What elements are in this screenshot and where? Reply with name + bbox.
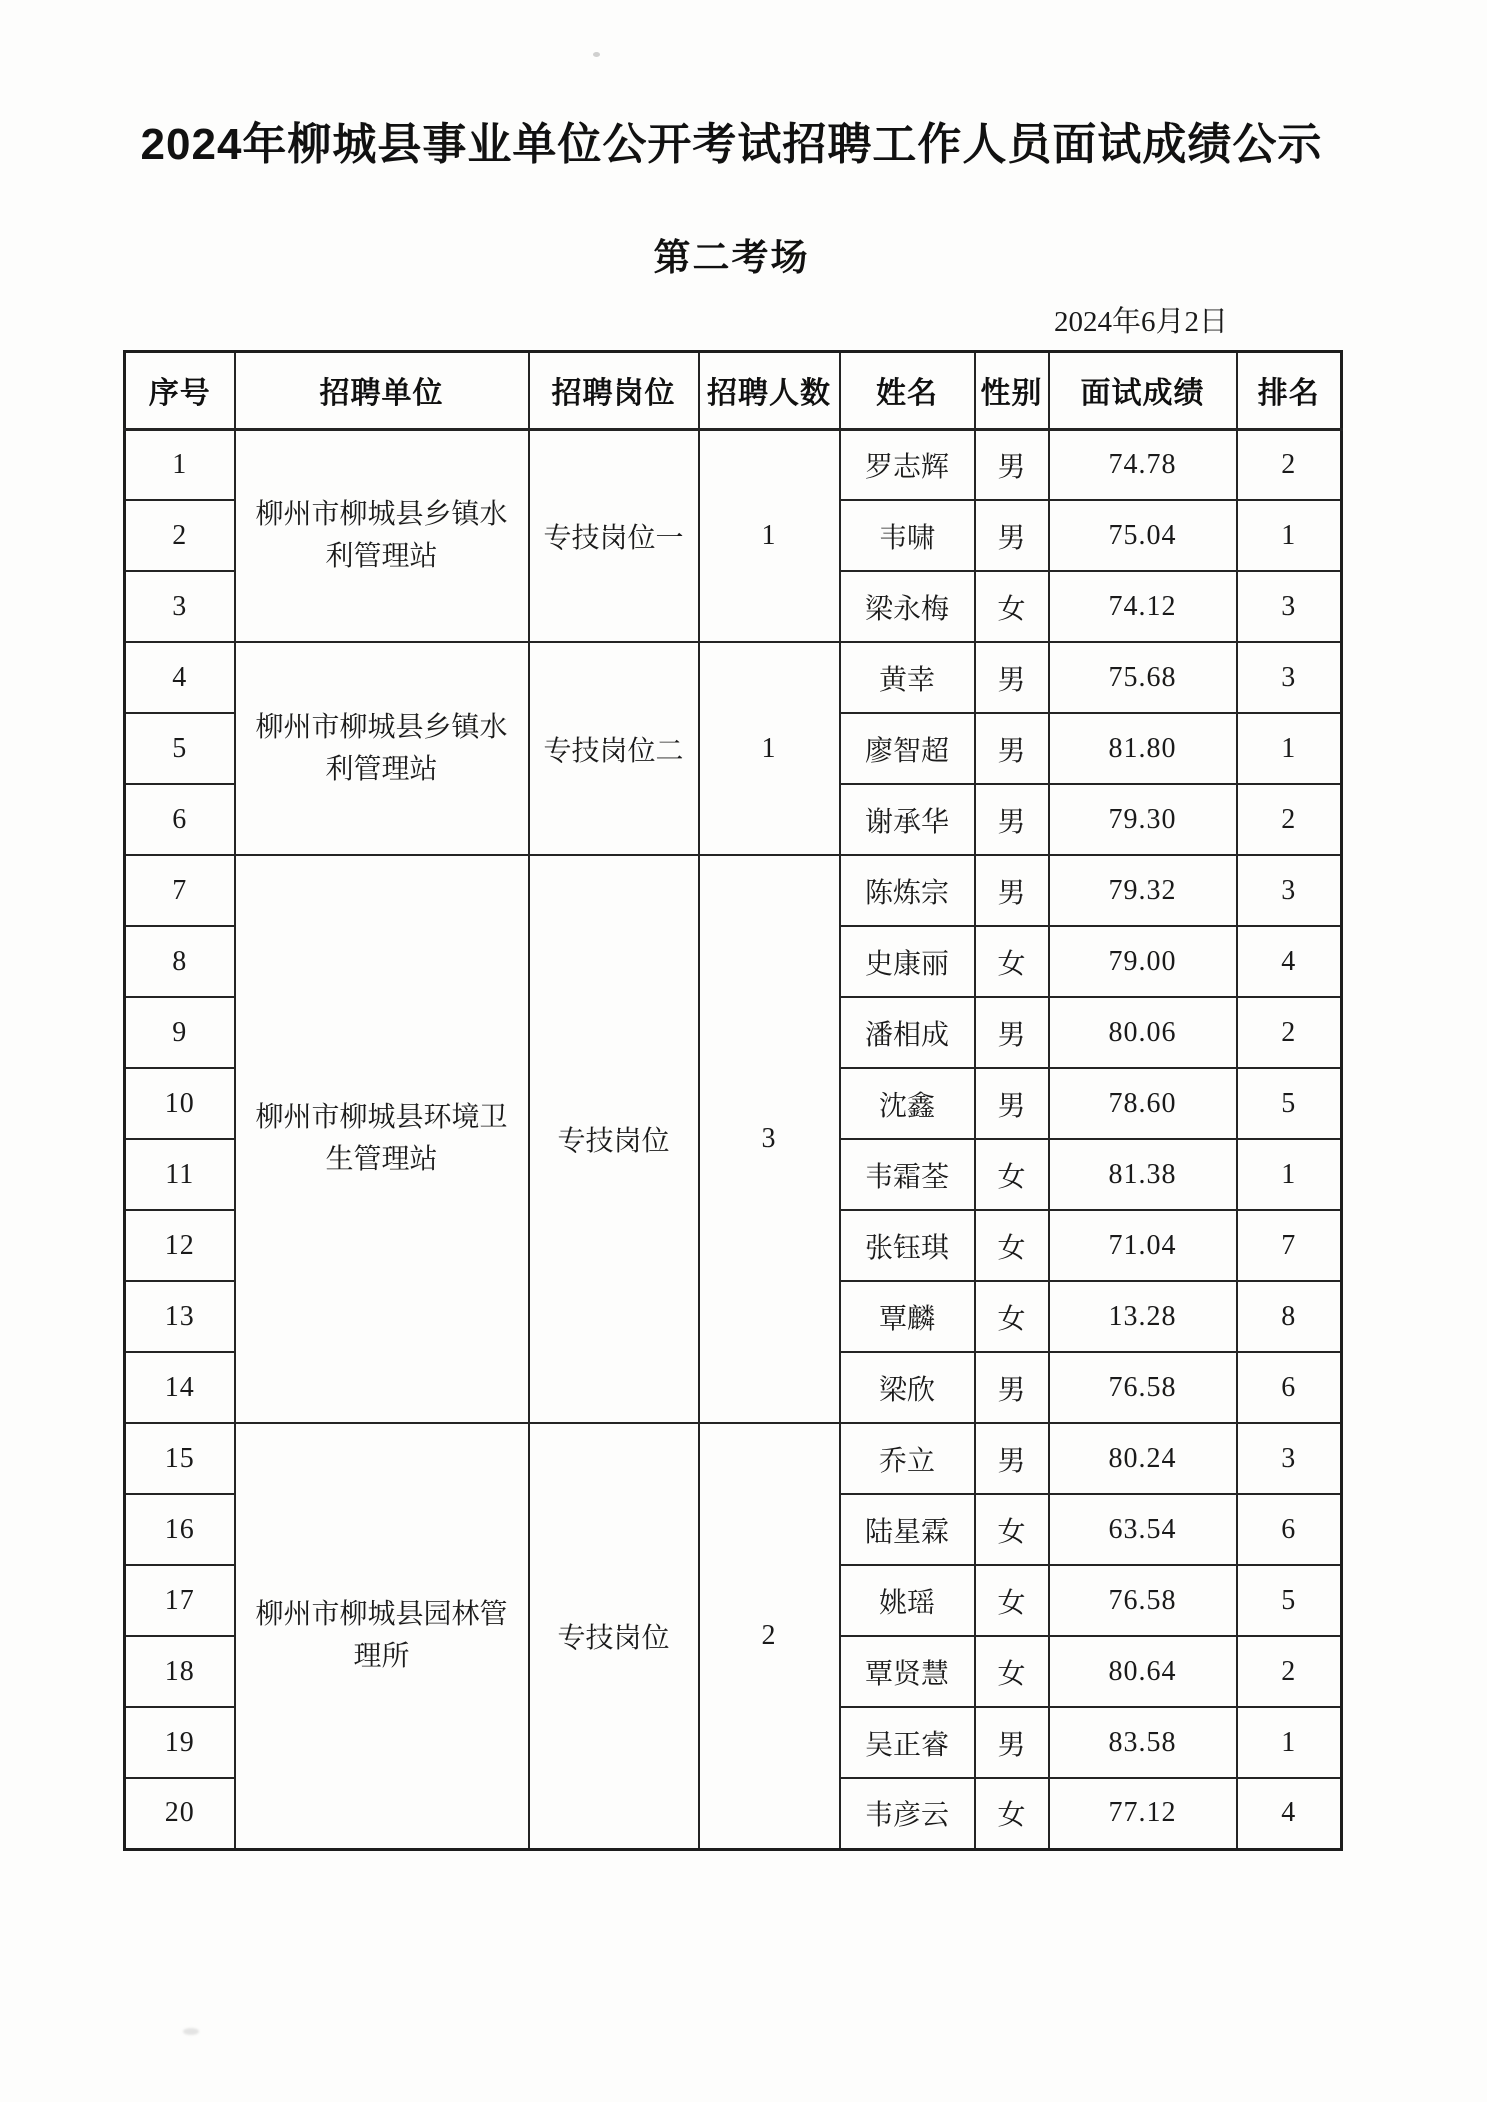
score-cell: 79.32: [1049, 855, 1237, 926]
openings-cell: 2: [699, 1423, 840, 1849]
name-cell: 张钰琪: [840, 1210, 975, 1281]
table-row: [125, 1423, 1342, 1494]
rank-cell: 1: [1237, 1707, 1342, 1778]
gender-cell: 男: [975, 713, 1049, 784]
score-cell: 77.12: [1049, 1778, 1237, 1849]
score-cell: 13.28: [1049, 1281, 1237, 1352]
name-cell: 陆星霖: [840, 1494, 975, 1565]
gender-cell: 男: [975, 1352, 1049, 1423]
rank-cell: 6: [1237, 1494, 1342, 1565]
score-cell: 79.30: [1049, 784, 1237, 855]
column-header: 排名: [1237, 351, 1342, 429]
date-label: 2024年6月2日: [1053, 305, 1228, 338]
name-cell: 史康丽: [840, 926, 975, 997]
score-cell: 80.64: [1049, 1636, 1237, 1707]
name-cell: 罗志辉: [840, 429, 975, 500]
table-row: [125, 855, 1342, 926]
score-cell: 76.58: [1049, 1565, 1237, 1636]
serial-cell: 3: [125, 571, 235, 642]
rank-cell: 2: [1237, 1636, 1342, 1707]
name-cell: 覃贤慧: [840, 1636, 975, 1707]
table-row: [125, 429, 1342, 500]
score-cell: 80.06: [1049, 997, 1237, 1068]
gender-cell: 男: [975, 855, 1049, 926]
position-cell: 专技岗位二: [529, 642, 699, 855]
gender-cell: 男: [975, 500, 1049, 571]
rank-cell: 3: [1237, 1423, 1342, 1494]
table-row: [125, 642, 1342, 713]
serial-cell: 12: [125, 1210, 235, 1281]
rank-cell: 2: [1237, 784, 1342, 855]
rank-cell: 1: [1237, 500, 1342, 571]
column-header: 招聘人数: [699, 351, 840, 429]
rank-cell: 3: [1237, 571, 1342, 642]
rank-cell: 4: [1237, 1778, 1342, 1849]
openings-cell: 1: [699, 642, 840, 855]
rank-cell: 6: [1237, 1352, 1342, 1423]
gender-cell: 女: [975, 1565, 1049, 1636]
scan-smudge: [183, 2028, 199, 2035]
column-header: 招聘岗位: [529, 351, 699, 429]
gender-cell: 女: [975, 1778, 1049, 1849]
openings-cell: 3: [699, 855, 840, 1423]
column-header: 性别: [975, 351, 1049, 429]
unit-cell: 柳州市柳城县环境卫生管理站: [235, 855, 529, 1423]
name-cell: 黄幸: [840, 642, 975, 713]
name-cell: 韦霜荃: [840, 1139, 975, 1210]
serial-cell: 6: [125, 784, 235, 855]
score-cell: 76.58: [1049, 1352, 1237, 1423]
name-cell: 谢承华: [840, 784, 975, 855]
score-cell: 83.58: [1049, 1707, 1237, 1778]
interview-scores-table: [123, 350, 1343, 1851]
position-cell: 专技岗位一: [529, 429, 699, 642]
serial-cell: 19: [125, 1707, 235, 1778]
name-cell: 覃麟: [840, 1281, 975, 1352]
name-cell: 梁永梅: [840, 571, 975, 642]
score-cell: 63.54: [1049, 1494, 1237, 1565]
name-cell: 吴正睿: [840, 1707, 975, 1778]
serial-cell: 7: [125, 855, 235, 926]
gender-cell: 女: [975, 926, 1049, 997]
serial-cell: 8: [125, 926, 235, 997]
score-cell: 75.04: [1049, 500, 1237, 571]
gender-cell: 女: [975, 1210, 1049, 1281]
position-cell: 专技岗位: [529, 855, 699, 1423]
serial-cell: 2: [125, 500, 235, 571]
name-cell: 陈炼宗: [840, 855, 975, 926]
serial-cell: 18: [125, 1636, 235, 1707]
score-cell: 81.80: [1049, 713, 1237, 784]
serial-cell: 17: [125, 1565, 235, 1636]
rank-cell: 1: [1237, 713, 1342, 784]
table-body: [125, 429, 1342, 1849]
rank-cell: 8: [1237, 1281, 1342, 1352]
column-header: 招聘单位: [235, 351, 529, 429]
rank-cell: 5: [1237, 1068, 1342, 1139]
name-cell: 廖智超: [840, 713, 975, 784]
gender-cell: 男: [975, 784, 1049, 855]
gender-cell: 女: [975, 1636, 1049, 1707]
serial-cell: 4: [125, 642, 235, 713]
page-title: 2024年柳城县事业单位公开考试招聘工作人员面试成绩公示: [140, 120, 1323, 169]
gender-cell: 男: [975, 997, 1049, 1068]
serial-cell: 9: [125, 997, 235, 1068]
name-cell: 韦啸: [840, 500, 975, 571]
openings-cell: 1: [699, 429, 840, 642]
unit-cell: 柳州市柳城县乡镇水利管理站: [235, 642, 529, 855]
rank-cell: 7: [1237, 1210, 1342, 1281]
gender-cell: 男: [975, 642, 1049, 713]
serial-cell: 5: [125, 713, 235, 784]
rank-cell: 5: [1237, 1565, 1342, 1636]
gender-cell: 女: [975, 1281, 1049, 1352]
serial-cell: 14: [125, 1352, 235, 1423]
column-header: 姓名: [840, 351, 975, 429]
score-cell: 71.04: [1049, 1210, 1237, 1281]
score-cell: 75.68: [1049, 642, 1237, 713]
gender-cell: 女: [975, 1139, 1049, 1210]
gender-cell: 女: [975, 1494, 1049, 1565]
name-cell: 梁欣: [840, 1352, 975, 1423]
score-cell: 80.24: [1049, 1423, 1237, 1494]
gender-cell: 男: [975, 1068, 1049, 1139]
serial-cell: 16: [125, 1494, 235, 1565]
name-cell: 潘相成: [840, 997, 975, 1068]
name-cell: 沈鑫: [840, 1068, 975, 1139]
gender-cell: 女: [975, 571, 1049, 642]
unit-cell: 柳州市柳城县园林管理所: [235, 1423, 529, 1849]
gender-cell: 男: [975, 1707, 1049, 1778]
name-cell: 姚瑶: [840, 1565, 975, 1636]
score-cell: 79.00: [1049, 926, 1237, 997]
gender-cell: 男: [975, 1423, 1049, 1494]
column-header: 序号: [125, 351, 235, 429]
table-header-row: [125, 351, 1342, 429]
score-cell: 81.38: [1049, 1139, 1237, 1210]
unit-cell: 柳州市柳城县乡镇水利管理站: [235, 429, 529, 642]
gender-cell: 男: [975, 429, 1049, 500]
document-content: [123, 0, 1340, 1851]
serial-cell: 1: [125, 429, 235, 500]
serial-cell: 20: [125, 1778, 235, 1849]
rank-cell: 4: [1237, 926, 1342, 997]
serial-cell: 10: [125, 1068, 235, 1139]
position-cell: 专技岗位: [529, 1423, 699, 1849]
rank-cell: 2: [1237, 429, 1342, 500]
rank-cell: 3: [1237, 642, 1342, 713]
serial-cell: 11: [125, 1139, 235, 1210]
name-cell: 韦彦云: [840, 1778, 975, 1849]
name-cell: 乔立: [840, 1423, 975, 1494]
serial-cell: 15: [125, 1423, 235, 1494]
score-cell: 78.60: [1049, 1068, 1237, 1139]
score-cell: 74.78: [1049, 429, 1237, 500]
score-cell: 74.12: [1049, 571, 1237, 642]
serial-cell: 13: [125, 1281, 235, 1352]
rank-cell: 2: [1237, 997, 1342, 1068]
page-subtitle: 第二考场: [653, 236, 810, 278]
rank-cell: 3: [1237, 855, 1342, 926]
rank-cell: 1: [1237, 1139, 1342, 1210]
column-header: 面试成绩: [1049, 351, 1237, 429]
